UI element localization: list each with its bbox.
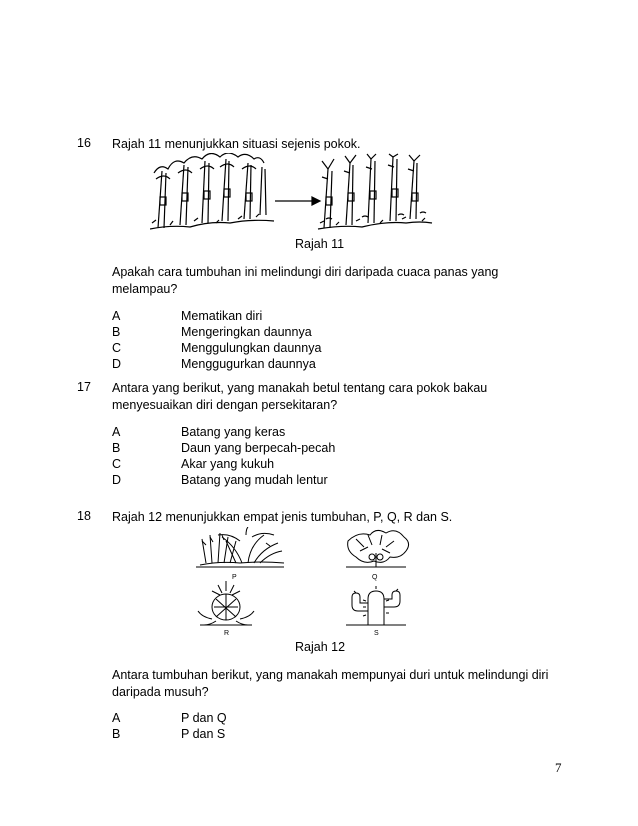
plant-r-drawing xyxy=(198,581,254,625)
q18-option-text[interactable]: P dan S xyxy=(181,727,226,741)
plant-label-r: R xyxy=(224,630,230,637)
q16-option-text[interactable]: Menggulungkan daunnya xyxy=(181,341,322,355)
q18-option-letter[interactable]: B xyxy=(112,727,121,741)
q17-option-text[interactable]: Batang yang mudah lentur xyxy=(181,473,328,487)
plant-label-s: S xyxy=(374,630,379,637)
q17-option-letter[interactable]: D xyxy=(112,473,122,487)
question-16-number: 16 xyxy=(77,136,91,150)
question-16-text-line2: melampau? xyxy=(112,282,178,296)
q16-option-letter[interactable]: B xyxy=(112,325,121,339)
question-18-stem: Rajah 12 menunjukkan empat jenis tumbuhan, P, Q, R dan S. xyxy=(112,510,453,524)
trees-after-drawing xyxy=(318,154,432,229)
q16-option-letter[interactable]: C xyxy=(112,341,122,355)
q18-option-text[interactable]: P dan Q xyxy=(181,711,227,725)
plant-s-drawing xyxy=(346,586,406,625)
q17-option-letter[interactable]: A xyxy=(112,425,121,439)
q17-option-text[interactable]: Akar yang kukuh xyxy=(181,457,275,471)
question-18-text-line1: Antara tumbuhan berikut, yang manakah mempunyai duri untuk melindungi diri xyxy=(112,668,549,682)
question-18-text-line2: daripada musuh? xyxy=(112,685,209,699)
q17-option-text[interactable]: Batang yang keras xyxy=(181,425,286,439)
q18-option-letter[interactable]: A xyxy=(112,711,121,725)
question-16-stem: Rajah 11 menunjukkan situasi sejenis pokok. xyxy=(112,137,361,151)
q17-option-letter[interactable]: C xyxy=(112,457,122,471)
q16-option-text[interactable]: Menggugurkan daunnya xyxy=(181,357,316,371)
trees-before-drawing xyxy=(150,153,274,229)
question-17-number: 17 xyxy=(77,380,91,394)
q16-option-text[interactable]: Mengeringkan daunnya xyxy=(181,325,312,339)
figure-rajah-12 xyxy=(196,527,428,639)
plant-label-q: Q xyxy=(372,574,378,581)
plant-q-drawing xyxy=(346,530,409,567)
figure-11-caption: Rajah 11 xyxy=(295,237,345,251)
plant-p-drawing xyxy=(196,527,284,567)
question-17-stem-line1: Antara yang berikut, yang manakah betul tentang cara pokok bakau xyxy=(112,381,488,395)
q17-option-text[interactable]: Daun yang berpecah-pecah xyxy=(181,441,336,455)
question-16-text-line1: Apakah cara tumbuhan ini melindungi diri daripada cuaca panas yang xyxy=(112,265,499,279)
q16-option-letter[interactable]: A xyxy=(112,309,121,323)
page-number: 7 xyxy=(555,760,562,775)
question-17-stem-line2: menyesuaikan diri dengan persekitaran? xyxy=(112,398,338,412)
rubber-trees-illustration xyxy=(150,153,435,231)
q17-option-letter[interactable]: B xyxy=(112,441,121,455)
figure-rajah-11 xyxy=(150,153,435,231)
q16-option-letter[interactable]: D xyxy=(112,357,122,371)
figure-12-caption: Rajah 12 xyxy=(295,640,346,654)
four-plants-illustration xyxy=(196,527,428,639)
plant-label-p: P xyxy=(232,574,237,581)
arrow-icon xyxy=(275,197,320,205)
q16-option-text[interactable]: Mematikan diri xyxy=(181,309,263,323)
question-18-number: 18 xyxy=(77,509,91,523)
